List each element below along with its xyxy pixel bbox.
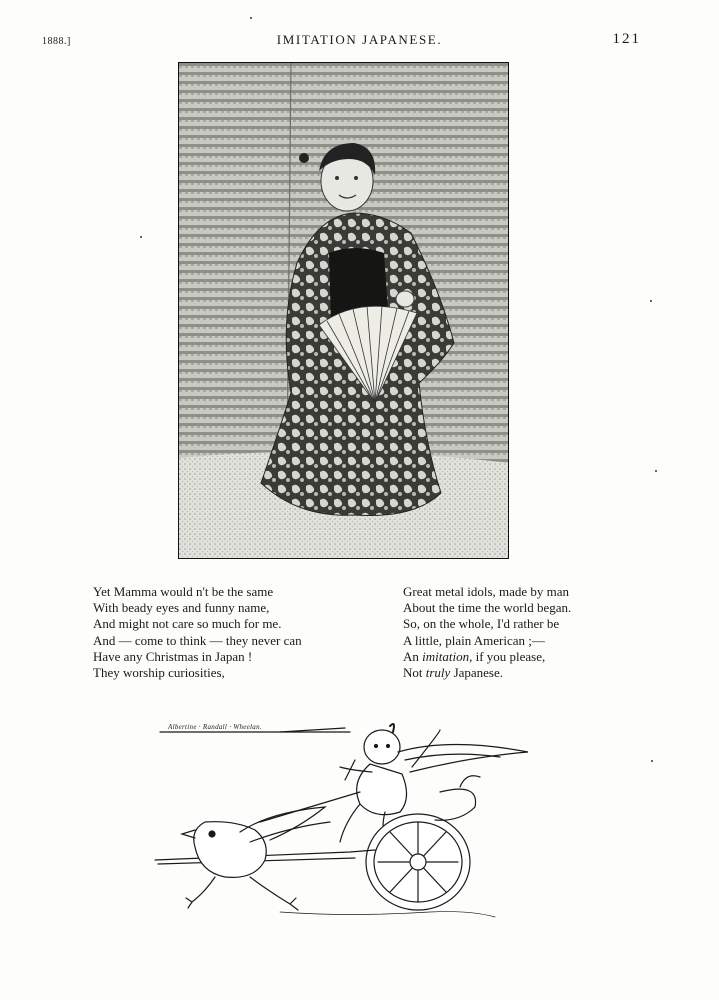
page-number: 121 <box>612 31 641 47</box>
poem-text: Not <box>403 665 426 681</box>
poem-text: if you please, <box>472 648 546 664</box>
page-speck <box>655 470 657 472</box>
poem-line <box>403 665 653 681</box>
photo-girl-in-kimono <box>178 62 509 559</box>
poem-text: An <box>403 648 423 664</box>
page-speck <box>650 300 652 302</box>
illustration-cherub-cart <box>150 712 540 927</box>
page-speck <box>651 760 653 762</box>
poem-line: And — come to think — they never can <box>93 632 302 648</box>
illustrator-signature: Albertine · Randall · Wheelan. <box>168 723 262 731</box>
page-speck <box>140 236 142 238</box>
poem-line: Yet Mamma would n't be the same <box>93 584 274 599</box>
header-title: IMITATION JAPANESE. <box>276 32 443 47</box>
poem-line: And might not care so much for me. <box>93 616 282 632</box>
poem-line: They worship curiosities, <box>93 665 225 681</box>
poem-right-stanza <box>403 584 653 681</box>
poem-line <box>403 649 653 665</box>
poem-text: Japanese. <box>450 665 504 681</box>
photo-girl-in-kimono-icon <box>179 63 509 559</box>
poem-line: So, on the whole, I'd rather be <box>403 616 560 632</box>
poem-line: A little, plain American ;— <box>403 632 545 648</box>
poem-line: About the time the world began. <box>403 600 572 616</box>
poem-emphasis: truly <box>425 665 451 681</box>
running-header <box>0 30 719 52</box>
poem-line: Great metal idols, made by man <box>403 584 570 599</box>
poem-emphasis: imitation, <box>422 648 473 664</box>
page-speck <box>250 17 252 19</box>
poem-left-stanza <box>93 584 363 681</box>
poem-line: With beady eyes and funny name, <box>93 600 270 616</box>
poem-line: Have any Christmas in Japan ! <box>93 648 253 664</box>
cherub-cart-icon <box>150 712 540 927</box>
header-year: 1888.] <box>42 36 71 47</box>
